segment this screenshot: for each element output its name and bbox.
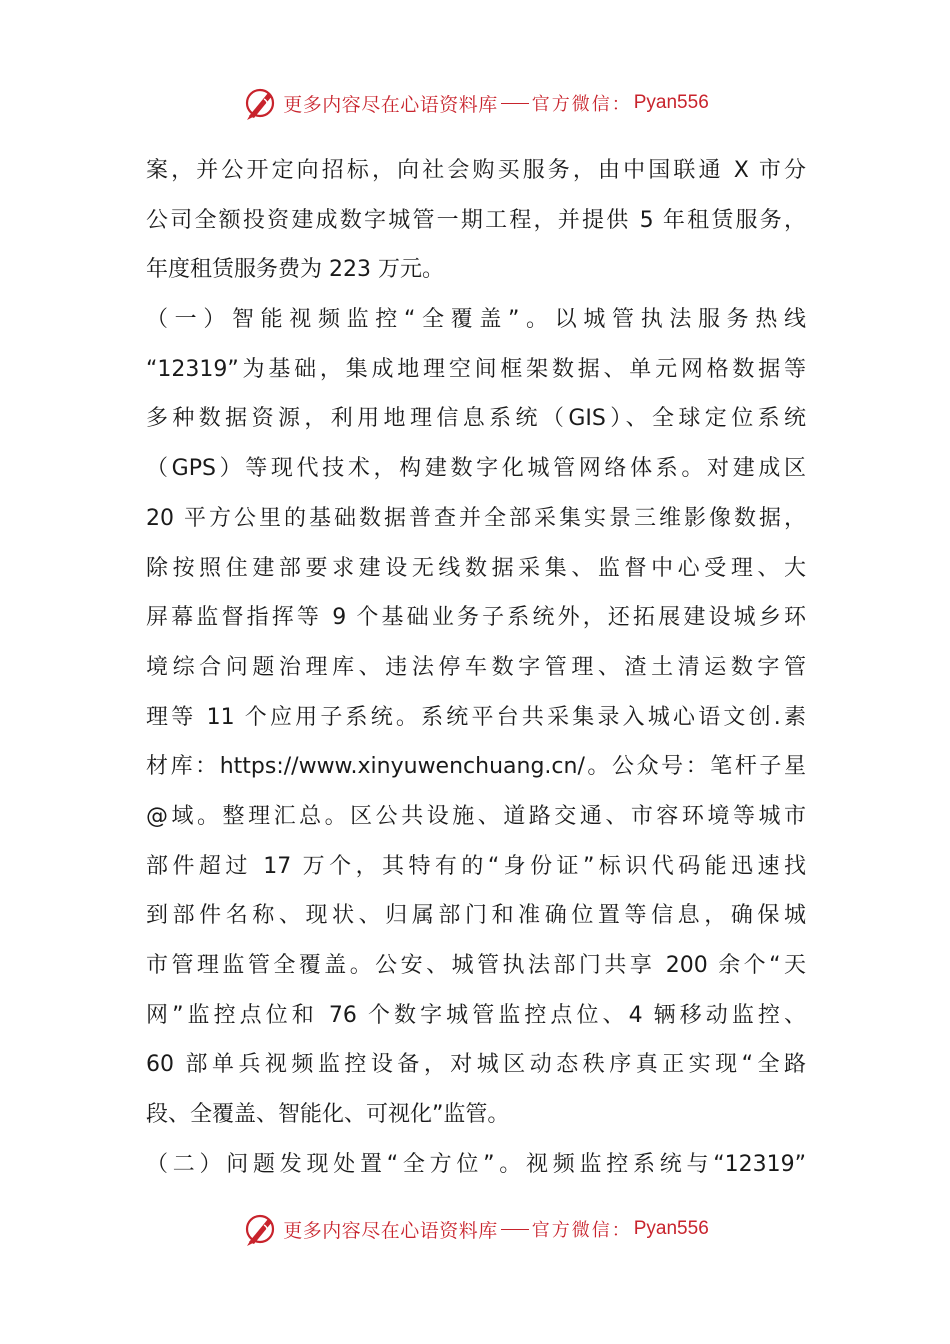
text-line: 材库：https://www.xinyuwenchuang.cn/。公众号：笔杆子星 <box>146 754 806 780</box>
banner-wechat-id: Pyan556 <box>633 92 709 113</box>
text-line: 60 部单兵视频监控设备，对城区动态秩序真正实现“全路 <box>146 1052 806 1078</box>
text-line: 案，并公开定向招标，向社会购买服务，由中国联通 X 市分 <box>146 158 806 183</box>
text-line: 屏幕监督指挥等 9 个基础业务子系统外，还拓展建设城乡环 <box>146 605 806 631</box>
banner-subtitle: 官方微信： <box>531 1220 632 1241</box>
text-line: （GPS）等现代技术，构建数字化城管网络体系。对建成区 <box>146 456 806 482</box>
document-body <box>146 146 806 1189</box>
text-line: （一）智能视频监控“全覆盖”。以城管执法服务热线 <box>146 307 806 333</box>
text-line: 除按照住建部要求建设无线数据采集、监督中心受理、大 <box>146 555 806 581</box>
text-line: 理等 11 个应用子系统。系统平台共采集录入城心语文创.素 <box>146 704 806 730</box>
text-line: 年度租赁服务费为 223 万元。 <box>146 257 444 283</box>
text-line: @域。整理汇总。区公共设施、道路交通、市容环境等城市 <box>146 803 806 829</box>
banner-divider <box>501 1229 529 1230</box>
banner-title: 更多内容尽在心语资料库 <box>283 93 498 116</box>
text-line: 境综合问题治理库、违法停车数字管理、渣土清运数字管 <box>146 654 806 680</box>
text-line: 市管理监管全覆盖。公安、城管执法部门共享 200 余个“天 <box>146 953 806 978</box>
banner-wechat-id: Pyan556 <box>633 1218 709 1239</box>
text-line: 到部件名称、现状、归属部门和准确位置等信息，确保城 <box>146 903 806 929</box>
banner-title: 更多内容尽在心语资料库 <box>283 1219 498 1242</box>
text-line: 20 平方公里的基础数据普查并全部采集实景三维影像数据， <box>146 505 806 531</box>
text-line: 网”监控点位和 76 个数字城管监控点位、4 辆移动监控、 <box>146 1002 806 1028</box>
text-line: 多种数据资源，利用地理信息系统（GIS）、全球定位系统 <box>146 406 806 432</box>
text-line: 公司全额投资建成数字城管一期工程，并提供 5 年租赁服务， <box>146 207 806 233</box>
header-banner <box>0 83 950 123</box>
pen-logo-icon <box>241 84 279 122</box>
footer-banner <box>0 1209 950 1249</box>
text-line: 部件超过 17 万个，其特有的“身份证”标识代码能迅速找 <box>146 853 806 879</box>
text-line: “12319”为基础，集成地理空间框架数据、单元网格数据等 <box>146 356 806 382</box>
banner-divider <box>501 103 529 104</box>
pen-logo-icon <box>241 1210 279 1248</box>
text-line: 段、全覆盖、智能化、可视化”监管。 <box>146 1102 510 1128</box>
banner-subtitle: 官方微信： <box>531 94 632 115</box>
text-line: （二）问题发现处置“全方位”。视频监控系统与“12319” <box>146 1151 806 1177</box>
